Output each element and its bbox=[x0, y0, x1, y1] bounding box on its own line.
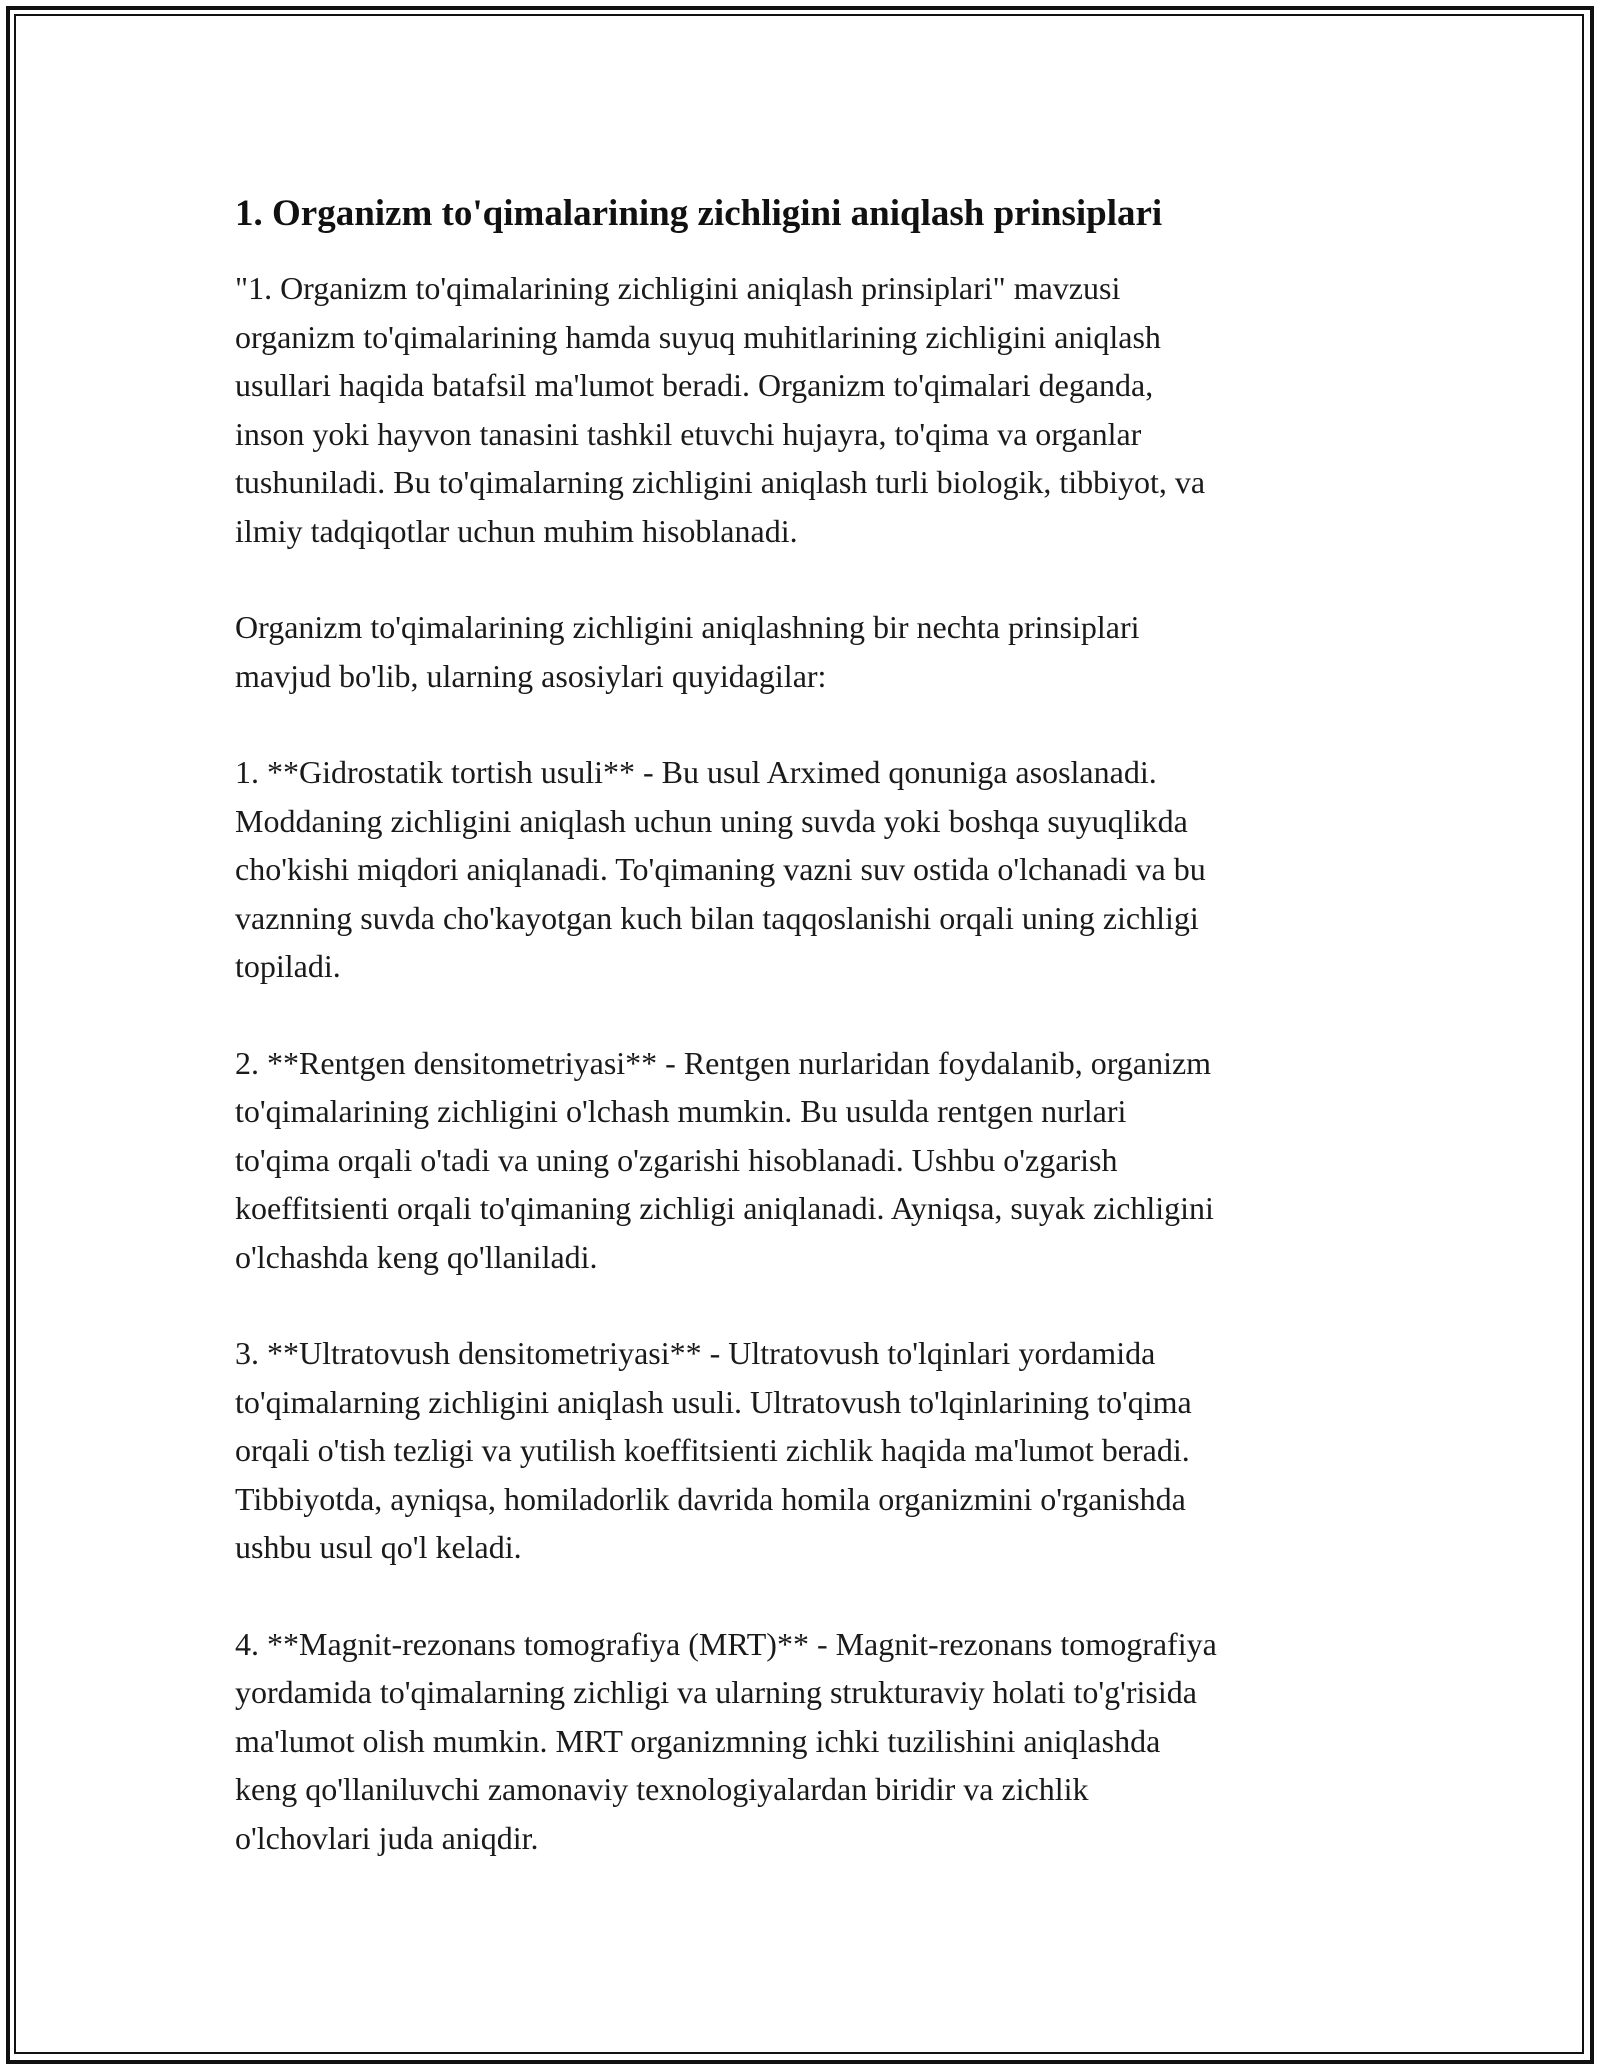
document-title: 1. Organizm to'qimalarining zichligini aniqlash prinsiplari bbox=[235, 193, 1163, 234]
text-line: keng qo'llaniluvchi zamonaviy texnologiyalardan biridir va zichlik bbox=[235, 1771, 1089, 1807]
text-line: o'lchashda keng qo'llaniladi. bbox=[235, 1238, 598, 1275]
intro-paragraph bbox=[235, 264, 1385, 555]
text-line: organizm to'qimalarining hamda suyuq muhitlarining zichligini aniqlash bbox=[235, 318, 1161, 355]
text-line: yordamida to'qimalarning zichligi va ularning strukturaviy holati to'g'risida bbox=[235, 1674, 1197, 1710]
text-line: Moddaning zichligini aniqlash uchun uning suvda yoki boshqa suyuqlikda bbox=[235, 802, 1188, 839]
text-line: to'qima orqali o'tadi va uning o'zgarishi hisoblanadi. Ushbu o'zgarish bbox=[235, 1141, 1118, 1178]
text-line: to'qimalarining zichligini o'lchash mumkin. Bu usulda rentgen nurlari bbox=[235, 1093, 1127, 1129]
text-line: Organizm to'qimalarining zichligini aniqlashning bir nechta prinsiplari bbox=[235, 609, 1140, 645]
text-line: mavjud bo'lib, ularning asosiylari quyidagilar: bbox=[235, 657, 827, 694]
text-line: "1. Organizm to'qimalarining zichligini aniqlash prinsiplari" mavzusi bbox=[235, 270, 1121, 306]
text-line: to'qimalarning zichligini aniqlash usuli. Ultratovush to'lqinlarining to'qima bbox=[235, 1383, 1192, 1420]
text-line: vaznning suvda cho'kayotgan kuch bilan taqqoslanishi orqali uning zichligi bbox=[235, 899, 1199, 936]
text-line: usullari haqida batafsil ma'lumot beradi. Organizm to'qimalari deganda, bbox=[235, 367, 1154, 403]
text-line: 3. **Ultratovush densitometriyasi** - Ultratovush to'lqinlari yordamida bbox=[235, 1335, 1156, 1371]
principles-intro-paragraph bbox=[235, 603, 1385, 700]
method-3-paragraph bbox=[235, 1329, 1385, 1572]
text-line: Tibbiyotda, ayniqsa, homiladorlik davrida homila organizmini o'rganishda bbox=[235, 1480, 1186, 1517]
text-line: 2. **Rentgen densitometriyasi** - Rentgen nurlaridan foydalanib, organizm bbox=[235, 1044, 1212, 1081]
method-2-paragraph bbox=[235, 1039, 1385, 1282]
text-line: o'lchovlari juda aniqdir. bbox=[235, 1819, 539, 1856]
text-line: 1. **Gidrostatik tortish usuli** - Bu usul Arximed qonuniga asoslanadi. bbox=[235, 754, 1157, 790]
text-line: cho'kishi miqdori aniqlanadi. To'qimaning vazni suv ostida o'lchanadi va bu bbox=[235, 851, 1206, 887]
text-line: koeffitsienti orqali to'qimaning zichligi aniqlanadi. Ayniqsa, suyak zichligini bbox=[235, 1190, 1214, 1226]
text-line: orqali o'tish tezligi va yutilish koeffitsienti zichlik haqida ma'lumot beradi. bbox=[235, 1432, 1190, 1468]
text-line: inson yoki hayvon tanasini tashkil etuvchi hujayra, to'qima va organlar bbox=[235, 415, 1142, 452]
document-page bbox=[235, 186, 1385, 1910]
text-line: ma'lumot olish mumkin. MRT organizmning ichki tuzilishini aniqlashda bbox=[235, 1722, 1161, 1759]
text-line: 4. **Magnit-rezonans tomografiya (MRT)** - Magnit-rezonans tomografiya bbox=[235, 1625, 1217, 1662]
text-line: tushuniladi. Bu to'qimalarning zichligini aniqlash turli biologik, tibbiyot, va bbox=[235, 464, 1206, 500]
method-4-paragraph bbox=[235, 1620, 1385, 1863]
text-line: ilmiy tadqiqotlar uchun muhim hisoblanadi. bbox=[235, 512, 798, 549]
text-line: ushbu usul qo'l keladi. bbox=[235, 1529, 522, 1565]
text-line: topiladi. bbox=[235, 948, 341, 984]
method-1-paragraph bbox=[235, 748, 1385, 991]
